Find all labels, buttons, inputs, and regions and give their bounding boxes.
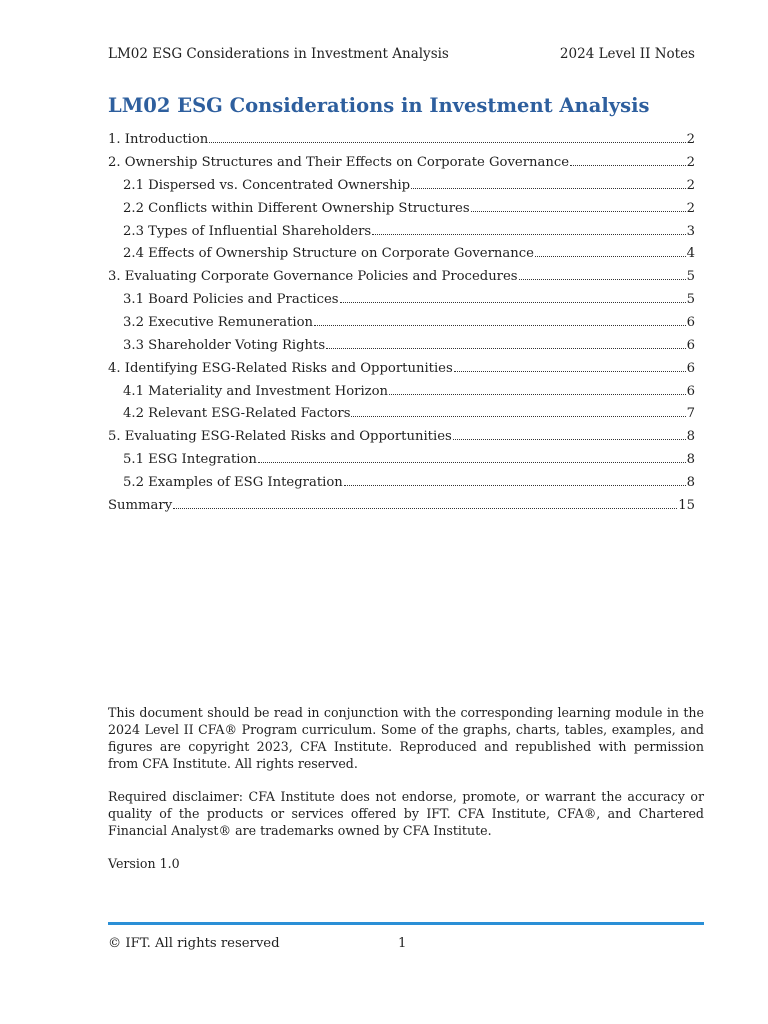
toc-entry-label: 5.1 ESG Integration bbox=[123, 452, 257, 468]
toc-entry-label: 2.2 Conflicts within Different Ownership Structures bbox=[123, 200, 470, 216]
toc-dot-leader bbox=[340, 291, 686, 303]
toc-entry-label: 3.3 Shareholder Voting Rights bbox=[123, 337, 326, 353]
toc-entry-page: 6 bbox=[686, 337, 695, 353]
toc-entry[interactable] bbox=[108, 451, 695, 474]
toc-entry-page: 15 bbox=[678, 497, 695, 513]
toc-entry-page: 2 bbox=[686, 155, 695, 171]
version-label: Version 1.0 bbox=[108, 856, 180, 871]
toc-dot-leader bbox=[454, 359, 686, 371]
toc-entry[interactable] bbox=[108, 268, 695, 291]
toc-entry-label: Summary bbox=[108, 497, 173, 513]
toc-dot-leader bbox=[570, 154, 686, 166]
toc-entry[interactable] bbox=[108, 497, 695, 520]
toc-entry[interactable] bbox=[108, 222, 695, 245]
toc-dot-leader bbox=[314, 314, 686, 326]
copyright-notice bbox=[108, 704, 704, 888]
footer-page-number: 1 bbox=[398, 936, 407, 951]
toc-dot-leader bbox=[372, 222, 685, 234]
toc-entry[interactable] bbox=[108, 337, 695, 360]
toc-entry[interactable] bbox=[108, 177, 695, 200]
toc-entry-label: 2.4 Effects of Ownership Structure on Corporate Governance bbox=[123, 246, 534, 262]
toc-entry-label: 2.3 Types of Influential Shareholders bbox=[123, 223, 372, 239]
toc-dot-leader bbox=[519, 268, 686, 280]
toc-entry-page: 4 bbox=[686, 246, 695, 262]
footer-divider bbox=[108, 922, 704, 925]
toc-entry-page: 8 bbox=[686, 452, 695, 468]
toc-dot-leader bbox=[411, 177, 685, 189]
toc-entry-page: 5 bbox=[686, 292, 695, 308]
toc-dot-leader bbox=[209, 131, 685, 143]
toc-entry-label: 3. Evaluating Corporate Governance Policies and Procedures bbox=[108, 269, 518, 285]
page-header bbox=[108, 46, 695, 62]
toc-entry-page: 2 bbox=[686, 200, 695, 216]
toc-entry-page: 3 bbox=[686, 223, 695, 239]
toc-entry-page: 6 bbox=[686, 314, 695, 330]
toc-entry[interactable] bbox=[108, 405, 695, 428]
header-right-label: 2024 Level II Notes bbox=[559, 46, 695, 62]
toc-dot-leader bbox=[258, 451, 686, 463]
toc-entry[interactable] bbox=[108, 474, 695, 497]
table-of-contents bbox=[108, 131, 695, 519]
toc-entry-label: 3.1 Board Policies and Practices bbox=[123, 292, 339, 308]
toc-entry-page: 2 bbox=[686, 132, 695, 148]
toc-dot-leader bbox=[535, 245, 686, 257]
toc-entry[interactable] bbox=[108, 131, 695, 154]
toc-entry-page: 6 bbox=[686, 383, 695, 399]
toc-entry[interactable] bbox=[108, 382, 695, 405]
page-title: LM02 ESG Considerations in Investment Analysis bbox=[108, 94, 650, 117]
toc-entry-label: 4.1 Materiality and Investment Horizon bbox=[123, 383, 389, 399]
toc-entry-label: 4. Identifying ESG-Related Risks and Opportunities bbox=[108, 360, 453, 376]
toc-entry[interactable] bbox=[108, 200, 695, 223]
toc-dot-leader bbox=[389, 382, 686, 394]
toc-entry-page: 8 bbox=[686, 429, 695, 445]
footer-copyright: © IFT. All rights reserved bbox=[108, 936, 280, 951]
header-left-title: LM02 ESG Considerations in Investment Analysis bbox=[108, 46, 449, 62]
toc-entry-label: 4.2 Relevant ESG-Related Factors bbox=[123, 406, 351, 422]
toc-entry-page: 5 bbox=[686, 269, 695, 285]
toc-entry[interactable] bbox=[108, 154, 695, 177]
toc-entry-label: 5.2 Examples of ESG Integration bbox=[123, 474, 343, 490]
toc-entry-page: 2 bbox=[686, 177, 695, 193]
notice-paragraph: This document should be read in conjunction with the corresponding learning module in the 2024 Level II CFA® Program curriculum. Some of the graphs, charts, tables, examples, and figures are copyright 2023, CFA Institute. Reproduced and republished with permission from CFA Institute. All rights reserved. bbox=[108, 705, 704, 771]
toc-dot-leader bbox=[351, 405, 685, 417]
toc-entry[interactable] bbox=[108, 291, 695, 314]
disclaimer-paragraph: Required disclaimer: CFA Institute does not endorse, promote, or warrant the accuracy or quality of the products or services offered by IFT. CFA Institute, CFA®, and Chartered Financial Analyst® are trademarks owned by CFA Institute. bbox=[108, 789, 704, 838]
toc-entry-page: 7 bbox=[686, 406, 695, 422]
toc-entry[interactable] bbox=[108, 314, 695, 337]
toc-entry-page: 8 bbox=[686, 474, 695, 490]
toc-dot-leader bbox=[471, 200, 686, 212]
toc-entry-label: 2. Ownership Structures and Their Effects on Corporate Governance bbox=[108, 155, 570, 171]
toc-entry[interactable] bbox=[108, 359, 695, 382]
toc-entry-label: 5. Evaluating ESG-Related Risks and Opportunities bbox=[108, 429, 452, 445]
toc-entry-label: 3.2 Executive Remuneration bbox=[123, 314, 314, 330]
toc-entry[interactable] bbox=[108, 428, 695, 451]
toc-dot-leader bbox=[453, 428, 686, 440]
toc-entry-page: 6 bbox=[686, 360, 695, 376]
toc-entry-label: 1. Introduction bbox=[108, 132, 209, 148]
toc-dot-leader bbox=[344, 474, 686, 486]
toc-dot-leader bbox=[326, 337, 686, 349]
toc-dot-leader bbox=[173, 497, 677, 509]
toc-entry-label: 2.1 Dispersed vs. Concentrated Ownership bbox=[123, 177, 411, 193]
toc-entry[interactable] bbox=[108, 245, 695, 268]
